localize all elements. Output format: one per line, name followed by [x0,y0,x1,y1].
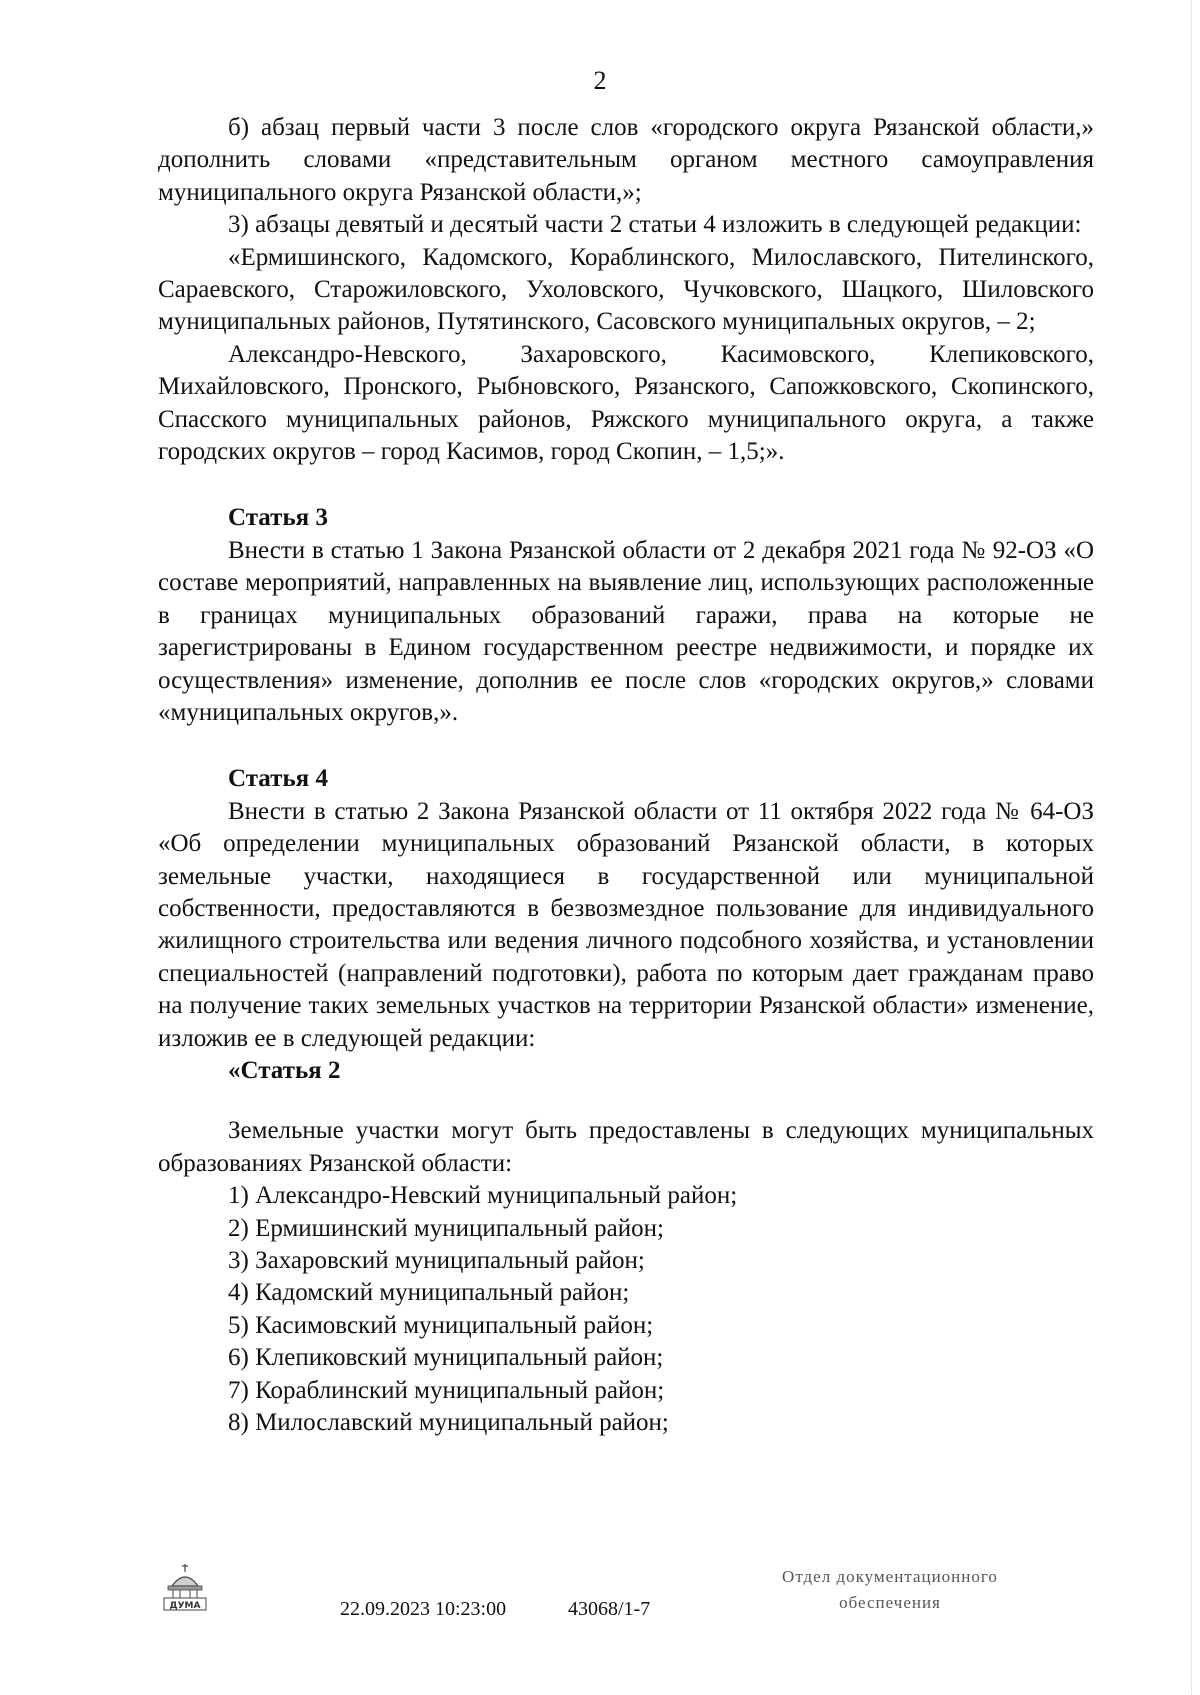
list-item: 6) Клепиковский муниципальный район; [228,1344,664,1372]
department-stamp [745,1564,1035,1616]
footer-datetime: 22.09.2023 10:23:00 [340,1598,507,1620]
list-item: 2) Ермишинский муниципальный район; [228,1214,664,1242]
list-item: 8) Милославский муниципальный район; [228,1409,669,1437]
municipality-list [158,1180,1094,1439]
stamp-line: обеспечения [839,1593,941,1612]
paragraph: Александро-Невского, Захаровского, Касимовского, Клепиковского, Михайловского, Пронского, Рыбновского, Рязанского, Сапожковского, Скопинского, Спасского муниципальных районов, Ряжского муниципального округа, а также городских округов – город Касимов, город Скопин, – 1,5;». [158,340,1094,466]
list-item: 3) Захаровский муниципальный район; [228,1247,645,1274]
article-3-heading: Статья 3 [228,504,328,532]
duma-logo-icon [160,1562,210,1614]
paragraph: б) абзац первый части 3 после слов «городского округа Рязанской области,» дополнить словами «представительным органом местного самоуправления муниципального округа Рязанской области,»; [158,114,1094,206]
article-4-text: Внести в статью 2 Закона Рязанской области от 11 октября 2022 года № 64-ОЗ «Об определении муниципальных образований Рязанской области, в которых земельные участки, находящиеся в государственной или муниципальной собственности, предоставляются в безвозмездное пользование для индивидуального жилищного строительства или ведения личного подсобного хозяйства, и установлении специальностей (направлений подготовки), работа по которым дает гражданам право на получение таких земельных участков на территории Рязанской области» изменение, изложив ее в следующей редакции: [158,797,1094,1052]
stamp-line: Отдел документационного [782,1567,998,1586]
quoted-article-intro: Земельные участки могут быть предоставлены в следующих муниципальных образованиях Рязанской области: [158,1117,1094,1177]
quoted-article-heading: «Статья 2 [228,1056,341,1084]
list-item: 1) Александро-Невский муниципальный район; [228,1182,738,1210]
document-body [158,112,1094,1439]
paragraph: «Ермишинского, Кадомского, Кораблинского, Милославского, Пителинского, Сараевского, Старожиловского, Ухоловского, Чучковского, Шацкого, Шиловского муниципальных районов, Путятинского, Сасовского муниципальных округов, – 2; [158,243,1094,336]
logo-text: ДУМА [169,1601,201,1611]
list-item: 4) Кадомский муниципальный район; [228,1279,630,1307]
paragraph: 3) абзацы девятый и десятый части 2 статьи 4 изложить в следующей редакции: [228,211,1082,239]
list-item: 7) Кораблинский муниципальный район; [228,1376,665,1404]
list-item: 5) Касимовский муниципальный район; [228,1311,654,1339]
page-number: 2 [593,66,607,95]
scan-edge [1189,0,1192,1695]
article-4-heading: Статья 4 [228,765,328,793]
footer-doc-number: 43068/1-7 [568,1598,651,1620]
article-3-text: Внести в статью 1 Закона Рязанской области от 2 декабря 2021 года № 92-ОЗ «О составе мероприятий, направленных на выявление лиц, использующих расположенные в границах муниципальных образований гаражи, права на которые не зарегистрированы в Едином государственном реестре недвижимости, и порядке их осуществления» изменение, дополнив ее после слов «городских округов,» словами «муниципальных округов,». [158,536,1094,726]
